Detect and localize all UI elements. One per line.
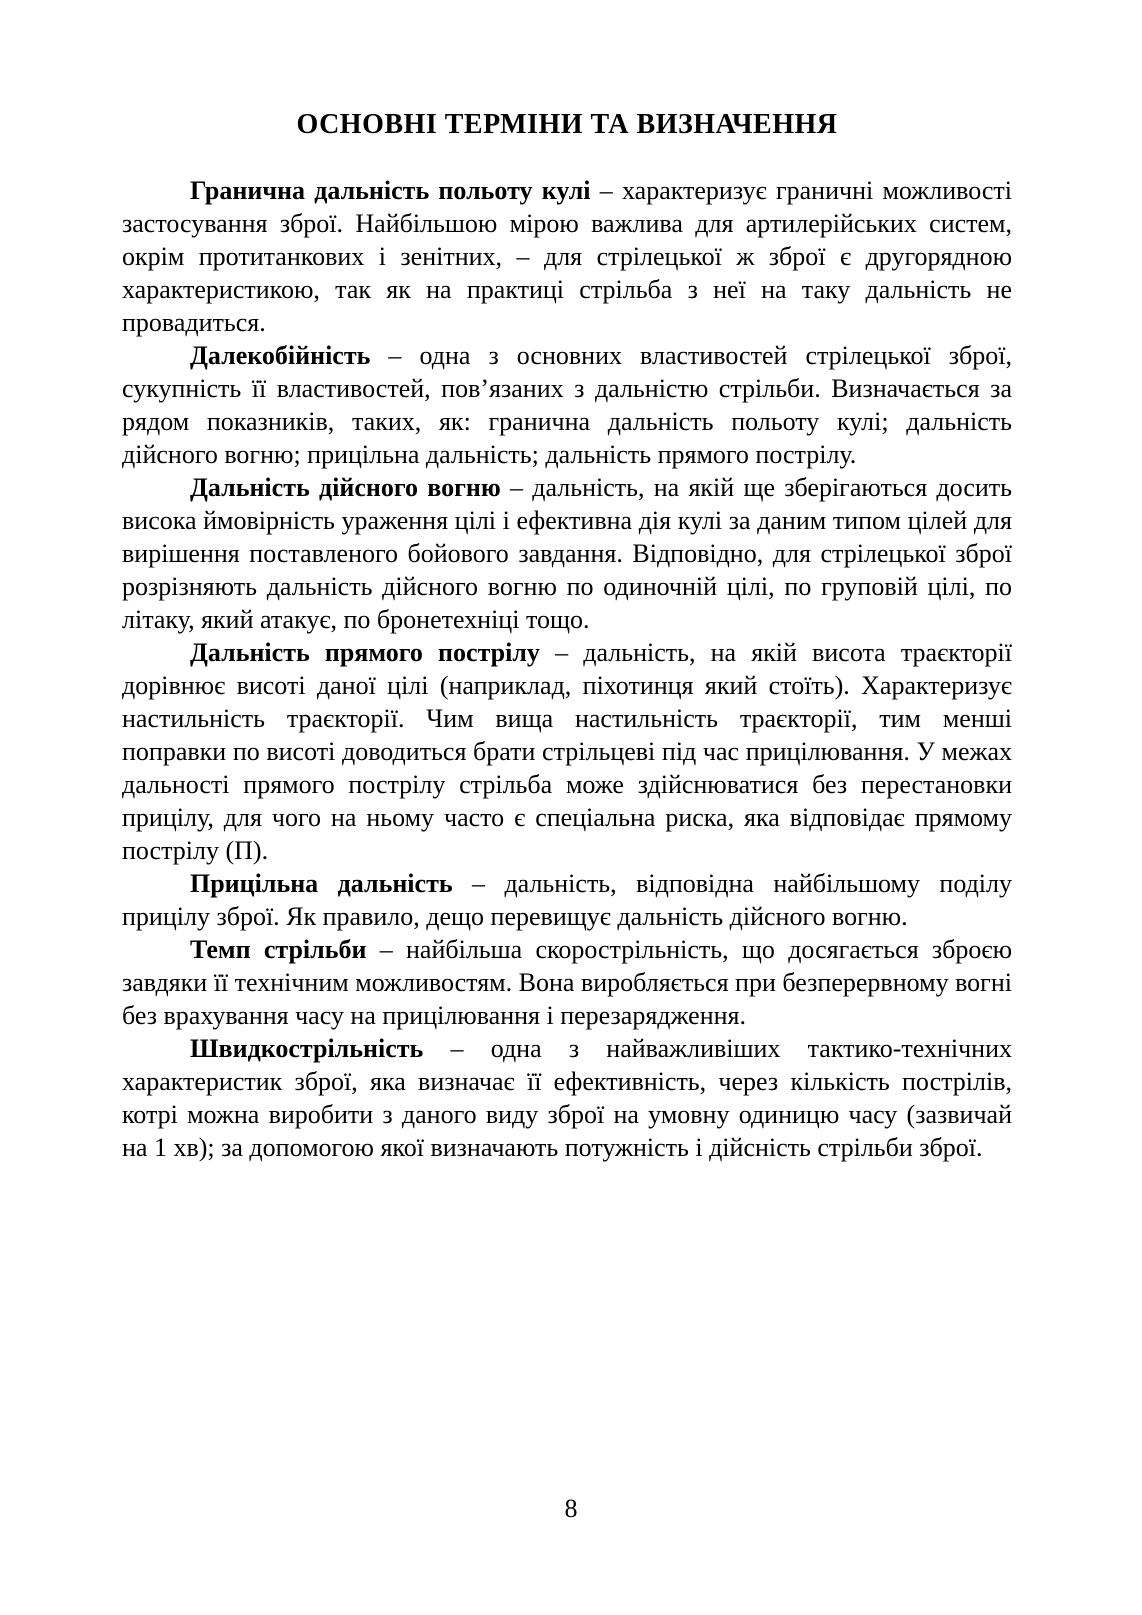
definition-text: – найбільша скорострільність, що досягається зброєю завдяки її технічним можливостям. Вона виробляється при безперервному вогні без врахування часу на прицілювання і перезарядження.: [122, 935, 1012, 1030]
page-number: 8: [564, 1494, 578, 1523]
definition-text: – дальність, на якій висота траєкторії дорівнює висоті даної цілі (наприклад, піхотинця який стоїть). Характеризує настильність траєкторії. Чим вища настильність траєкторії, тим менші поправки по висоті доводиться брати стрільцеві під час прицілювання. У межах дальності прямого пострілу стрільба може здійснюватися без перестановки прицілу, для чого на ньому часто є спеціальна риска, яка відповідає прямому пострілу (П).: [122, 638, 1012, 865]
definition-text: – дальність, на якій ще зберігаються досить висока ймовірність ураження цілі і ефективна дія кулі за даним типом цілей для вирішення поставленого бойового завдання. Відповідно, для стрілецької зброї розрізняють дальність дійсного вогню по одиночній цілі, по груповій цілі, по літаку, який атакує, по бронетехніці тощо.: [122, 473, 1012, 634]
term-label: Далекобійність: [190, 341, 371, 370]
definition-paragraph: [122, 174, 1012, 339]
definition-paragraph: [122, 867, 1012, 933]
definition-text: – одна з основних властивостей стрілецької зброї, сукупність її властивостей, пов’язаних з дальністю стрільби. Визначається за рядом показників, таких, як: гранична дальність польоту кулі; дальність дійсного вогню; прицільна дальність; дальність прямого пострілу.: [122, 341, 1012, 469]
term-label: Дальність дійсного вогню: [190, 473, 501, 502]
term-label: Дальність прямого пострілу: [190, 638, 540, 667]
definition-text: – характеризує граничні можливості застосування зброї. Найбільшою мірою важлива для артилерійських систем, окрім протитанкових і зенітних, – для стрілецької ж зброї є другорядною характеристикою, так як на практиці стрільба з неї на таку дальність не провадиться.: [122, 176, 1012, 337]
document-body: [122, 174, 1012, 1164]
definition-paragraph: [122, 933, 1012, 1032]
term-label: Гранична дальність польоту кулі: [190, 176, 591, 205]
term-label: Темп стрільби: [190, 935, 367, 964]
definition-paragraph: [122, 1032, 1012, 1164]
definition-paragraph: [122, 636, 1012, 867]
page-title: ОСНОВНІ ТЕРМІНИ ТА ВИЗНАЧЕННЯ: [296, 109, 838, 140]
term-label: Швидкострільність: [190, 1034, 424, 1063]
definition-paragraph: [122, 339, 1012, 471]
definition-paragraph: [122, 471, 1012, 636]
definition-text: – одна з найважливіших тактико-технічних характеристик зброї, яка визначає її ефективність, через кількість пострілів, котрі можна виробити з даного виду зброї на умовну одиницю часу (зазвичай на 1 хв); за допомогою якої визначають потужність і дійсність стрільби зброї.: [122, 1034, 1012, 1162]
definition-text: – дальність, відповідна найбільшому поділу прицілу зброї. Як правило, дещо перевищує дальність дійсного вогню.: [122, 869, 1012, 931]
term-label: Прицільна дальність: [190, 869, 453, 898]
page-footer: [0, 1495, 1142, 1523]
